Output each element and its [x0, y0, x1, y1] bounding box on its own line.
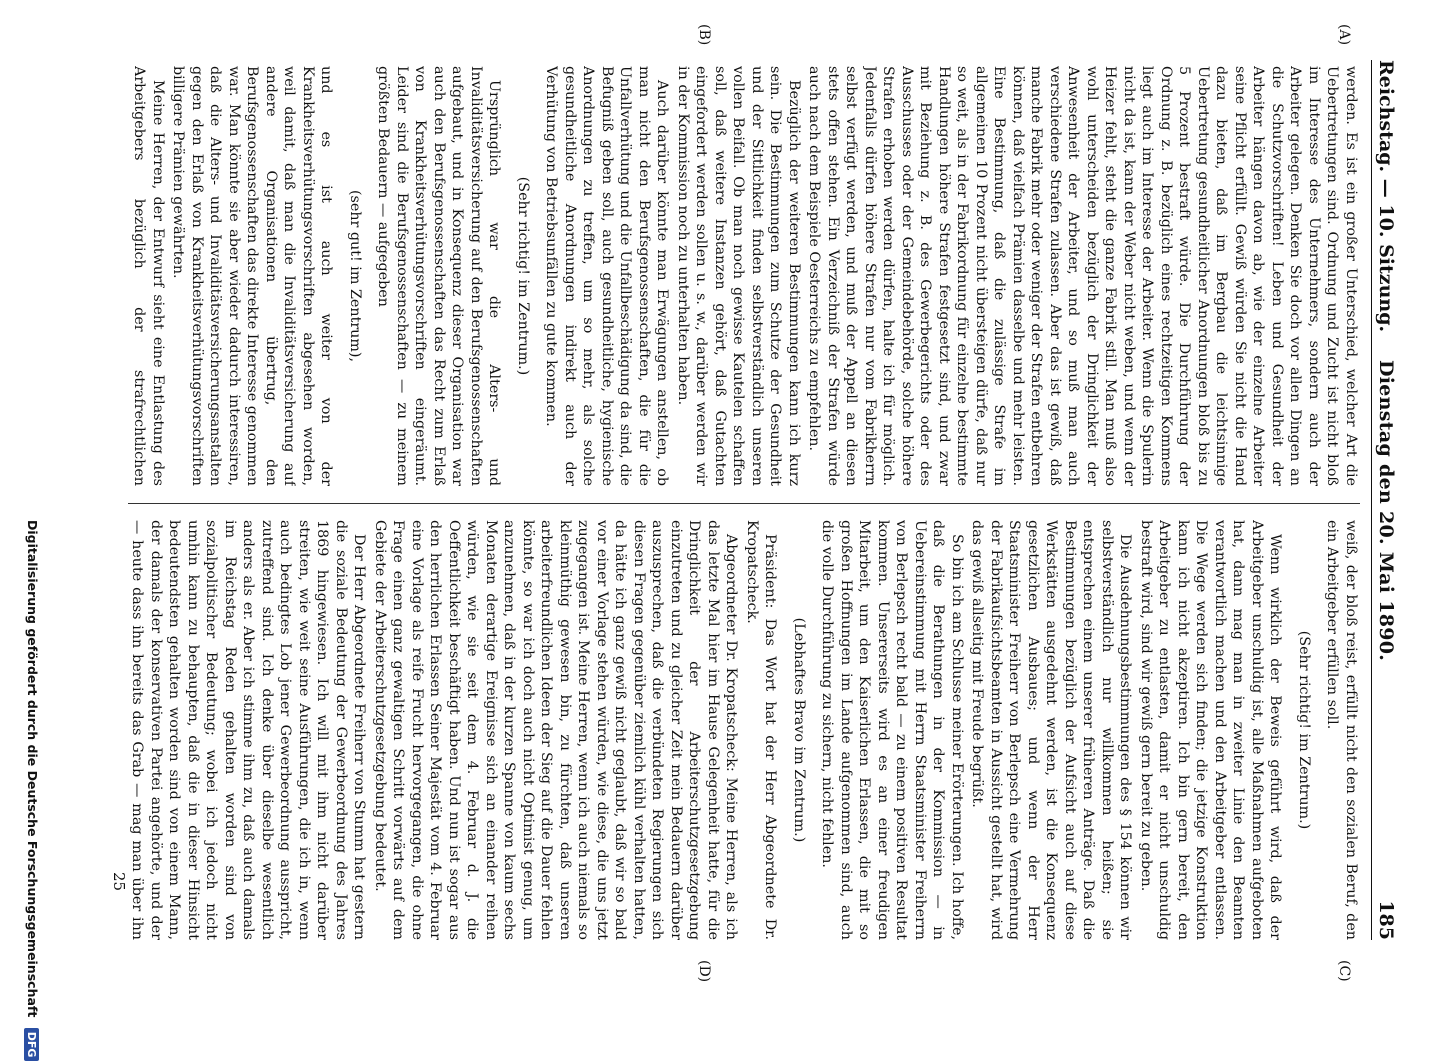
speaker-paragraph: Abgeordneter Dr. Kropatscheck: Meine Herren, als ich das letzte Mal hier im Hause Gelegenheit hatte, für die Dringlichkeit der Arbeiterschutzgesetzgebung einzutreten und zu gleicher Zeit mein Bedauern darüber auszusprechen, daß die verbündeten Regierungen sich diesen Fragen gegenüber ziemlich kühl verhalten hatten, da hätte ich ganz gewiß nicht geglaubt, daß wir so bald vor einer Vorlage stehen würden, wie diese, die uns jetzt zugegangen ist. Meine Herren, wenn ich auch niemals so kleinmüthig gewesen bin, zu fürchten, daß unseren arbeiterfreundlichen Ideen der Sieg auf die Dauer fehlen könnte, so war ich doch auch nicht Optimist genug, um anzunehmen, daß in der kurzen Spanne von kaum sechs Monaten derartige Ereignisse sich an einander reihen würden, wie sie seit dem 4. Februar d. J. die Oeffentlichkeit beschäftigt haben. Und nun ist sogar aus den herrlichen Erlassen Seiner Majestät vom 4. Februar eine Vorlage als reife Frucht hervorgegangen, die ohne Frage einen ganz gewaltigen Schritt vorwärts auf dem Gebiete der Arbeiterschutzgesetzgebung bedeutet. — [372, 520, 740, 940]
margin-marker-b: (B) — [696, 24, 712, 46]
paragraph: Die Ausdehnungsbestimmungen des § 154 können wir selbstverständlich nur willkommen heißen; sie entsprechen einem unserer früheren Anträge. Daß die Bestimmungen bezüglich der Aufsicht auch auf diese Werkstätten ausgedehnt werden, ist die Konsequenz gesetzlichen Ausbaues; und wenn der Herr Staatsminister Freiherr von Berlepsch eine Vermehrung der Fabrikaufsichtsbeamten in Aussicht gestellt hat, wird das gewiß allseitig mit Freude begrüßt. — [969, 520, 1134, 940]
header-page-number: 185 — [1375, 900, 1397, 940]
interjection: (Sehr richtig! im Zentrum.) — [1296, 630, 1312, 830]
credit-text: Digitalisierung gefördert durch die Deutsche Forschungsgemeinschaft — [25, 520, 40, 1018]
paragraph: Meine Herren, der Entwurf sieht eine Entlastung des Arbeitgebers bezüglich der strafrechtlichen — [131, 66, 166, 486]
header-date: Dienstag den 20. Mai 1890. — [1375, 360, 1397, 662]
paragraph: Auch darüber könnte man Erwägungen anstellen, ob man nicht den Berufsgenossenschaften, die für die Unfallverhütung und die Unfallbeschädigung da sind, die Befugniß geben soll, auch gesundheitliche, hygienische Anordnungen zu treffen, um so mehr, als solche gesundheitliche Anordnungen indirekt auch der Verhütung von Betriebsunfällen zu gute kommen. — [543, 66, 671, 486]
interjection: (Lebhaftes Bravo im Zentrum.) — [791, 617, 807, 843]
header-left: Reichstag. — 10. Sitzung. — [1375, 60, 1397, 333]
paragraph: werden. Es ist ein großer Unterschied, welcher Art die Uebertretungen sind. Ordnung und Zucht ist nicht bloß im Interesse des Unternehmers, sondern auch der Arbeiter gelegen. Denken Sie doch vor allen Dingen an die Schutzvorschriften! Leben und Gesundheit der Arbeiter hängen davon ab, wie der einzelne Arbeiter seine Pflicht erfüllt. Gewiß würden Sie nicht die Hand dazu bieten, daß im Bergbau die leichtsinnige Uebertretung gesundheitlicher Anordnungen bloß bis zu 5 Prozent bestraft würde. Die Durchführung der Ordnung z. B. bezüglich eines rechtzeitigen Kommens liegt auch im Interesse der Arbeiter. Wenn die Spulerin nicht da ist, kann der Weber nicht weben, und wenn der Heizer fehlt, steht die ganze Fabrik still. Man muß also wohl unterscheiden bezüglich der Dringlichkeit der Anwesenheit der Arbeiter, und so muß man auch verschiedene Strafen zulassen. Aber das ist gewiß, daß manche Fabrik mehr oder weniger der Strafen entbehren können, daß vielfach Prämien dasselbe und mehr leisten. Eine Bestimmung, daß die zulässige Strafe im allgemeinen 10 Prozent nicht übersteigen dürfe, daß nur so weit, als in der Fabrikordnung für einzelne bestimmte Handlungen höhere Strafen festgesetzt sind, und zwar mit Beziehung z. B. des Gewerbegerichts oder des Ausschusses oder der Gemeindebehörde, solche höhere Strafen erhoben werden dürfen, halte ich für möglich. Jedenfalls dürfen höhere Strafen nur vom Fabrikherrn selbst verfügt werden, und muß der Appell an diesen stets offen stehen. Ein Verzeichniß der Strafen würde auch nach dem Beispiele Oesterreichs zu empfehlen. — [806, 66, 1359, 486]
signature-number: 25 — [110, 872, 128, 892]
column-divider — [128, 503, 1360, 504]
interjection: (sehr gut! im Zentrum), — [347, 189, 363, 363]
paragraph: Der Herr Abgeordnete Freiherr von Stumm hat gestern die soziale Bedeutung der Gewerbeordnung des Jahres 1869 hingewiesen. Ich will mit ihm nicht darüber streiten, wie weit seine Ausführungen, die ich in, wenn auch bedingtes Lob jener Gewerbeordnung ausspricht, zutreffend sind. Ich denke über dieselbe wesentlich anders als er. Aber ich stimme ihm zu, daß auch damals im Reichstag Reden gehalten worden sind von sozialpolitischer Bedeutung; wobei ich jedoch nicht umhin kann zu behaupten, daß die in dieser Hinsicht bedeutendsten gehalten worden sind von einem Mann, der damals der konservativen Partei angehörte, und der — heute dass ihn bereits das Grab — mag man über ihn — [129, 520, 368, 940]
margin-marker-d: (D) — [696, 960, 712, 983]
right-column — [128, 520, 1360, 940]
page-header — [1371, 60, 1402, 940]
paragraph: Bezüglich der weiteren Bestimmungen kann ich kurz sein. Die Bestimmungen zum Schutze der Gesundheit und der Sittlichkeit finden selbstverständlich unseren vollen Beifall. Ob man noch gewisse Kautelen schaffen soll, daß weitere Instanzen gehört, daß Gutachten eingefordert werden sollen u. s. w., darüber werden wir in der Kommission noch zu unterhalten haben. — [675, 66, 802, 486]
paragraph: und es ist auch weiter von der Krankheitsverhütungsvorschriften abgesehen worden, weil damit, daß man die Invaliditätsversicherung auf andere Organisationen übertrug, den Berufsgenossenschaften das direkte Interesse genommen war. Man könnte sie aber wieder dadurch interessiren, daß die Alters- und Invaliditätsversicherungsanstalten gegen den Erlaß von Krankheitsverhütungsvorschriften billigere Prämien gewährten. — [170, 66, 335, 486]
margin-marker-a: (A) — [1336, 24, 1352, 46]
interjection: (Sehr richtig! im Zentrum.) — [515, 176, 531, 376]
left-column — [128, 66, 1360, 486]
margin-marker-c: (C) — [1336, 960, 1352, 982]
paragraph: weiß, der bloß reist, erfüllt nicht den sozialen Beruf, den ein Arbeitgeber erfüllen soll. — [1324, 520, 1359, 940]
digitization-credit — [24, 520, 40, 1058]
speaker-paragraph: Präsident: Das Wort hat der Herr Abgeordnete Dr. Kropatscheck. — [744, 520, 779, 940]
paragraph: Ursprünglich war die Alters- und Invaliditätsversicherung auf den Berufsgenossenschaften aufgebaut, und in Konsequenz dieser Organisation war auch den Berufsgenossenschaften das Recht zum Erlaß von Krankheitsverhütungsvorschriften eingeräumt. Leider sind die Berufsgenossenschaften — zu meinem größten Bedauern — aufgegeben — [375, 66, 503, 486]
paragraph: So bin ich am Schlusse meiner Erörterungen. Ich hoffe, daß die Berathungen in der Kommission — in Uebereinstimmung mit Herrn Staatsminister Freiherrn von Berlepsch recht bald — zu einem positiven Resultat kommen. Unsererseits wird es an einer freudigen Mitarbeit, um den Kaiserlichen Erlassen, die mit so großen Hoffnungen im Lande aufgenommen sind, auch die volle Durchführung zu sichern, nicht fehlen. — [819, 520, 965, 940]
dfg-logo: DFG — [24, 1028, 39, 1061]
paragraph: Wenn wirklich der Beweis geführt wird, daß der Arbeitgeber unschuldig ist, alle Maßnahmen aufgeboten hat, dann mag man in zweiter Linie den Beamten verantwortlich machen und den Arbeitgeber entlassen. Die Wege werden sich finden; die jetzige Konstruktion kann ich nicht akzeptiren. Ich bin gern bereit, den Arbeitgeber zu entlasten, damit er nicht unschuldig bestraft wird, sind wir gewiß gern bereit zu geben. — [1138, 520, 1284, 940]
